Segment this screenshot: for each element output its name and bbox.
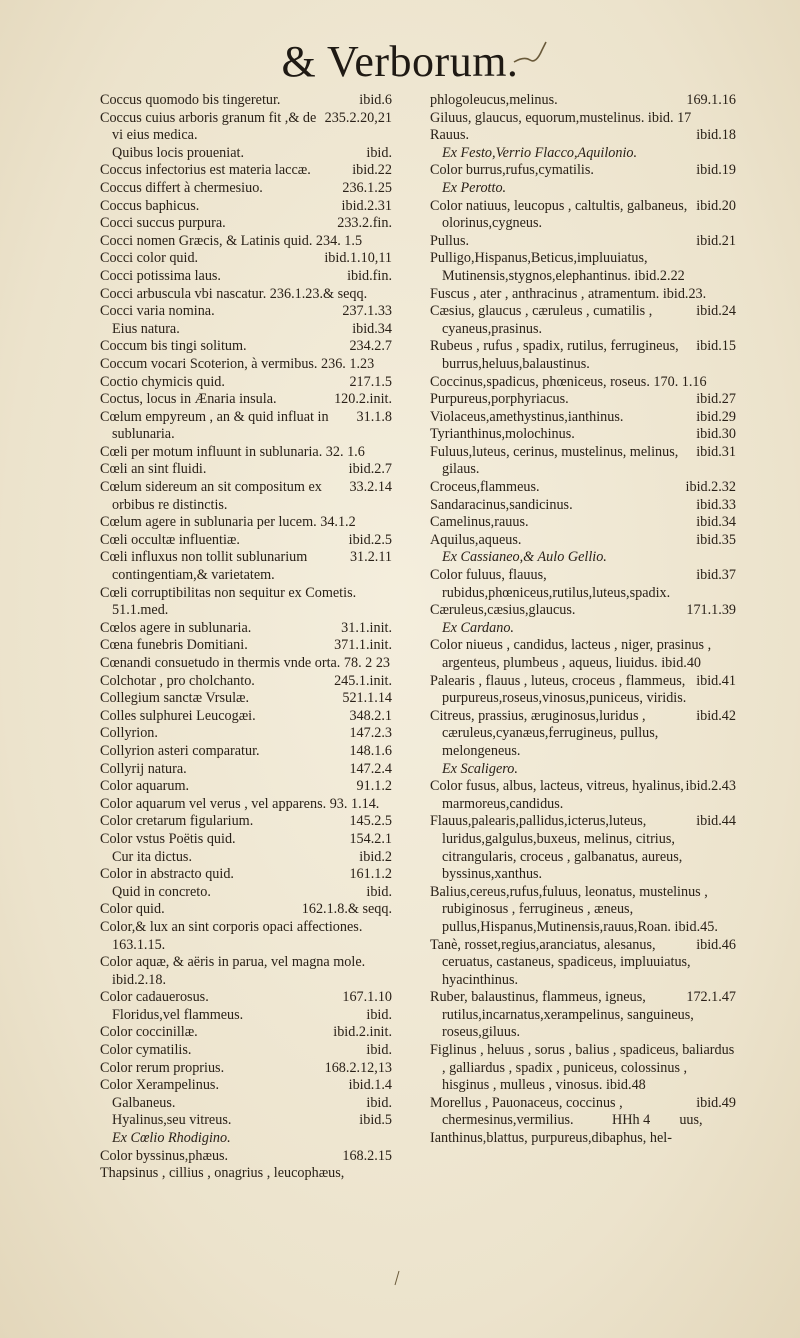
index-entry [100,1077,392,1095]
index-entry-reference: ibid.35 [696,531,736,548]
index-entry-reference: 235.2.20,21 [324,109,392,126]
index-entry [100,1007,392,1025]
index-entry [100,110,392,145]
index-entry-text: Color coccinillæ. [100,1024,198,1041]
index-entry-reference: ibid.20 [696,197,736,214]
index-entry-text: Coccum vocari Scoterion, à vermibus. 236. 1.23 [100,355,375,372]
index-entry-reference: 31.2.11 [349,549,392,566]
index-entry-reference: 33.2.14 [349,479,392,496]
index-entry-reference: 217.1.5 [349,373,392,390]
ink-scribble-icon [512,40,552,70]
index-entry-reference: 172.1.47 [686,989,736,1006]
index-entry-text: Coccus differt à chermesiuo. [100,179,263,196]
index-entry [430,92,736,110]
index-entry [430,937,736,990]
index-entry-text: Hyalinus,seu vitreus. [112,1112,232,1129]
index-entry-reference: ibid.15 [696,338,736,355]
index-entry-text: Cocci succus purpura. [100,215,226,232]
index-entry-text: Coccus baphicus. [100,197,200,214]
index-entry [100,849,392,867]
index-entry-text: Ruber, balaustinus, flammeus, igneus, rutilus,incarnatus,xerampelinus, sanguineus, roseus,giluus. [430,989,694,1041]
index-entry-reference: ibid.31 [696,443,736,460]
index-entry [430,145,736,163]
index-entry-text: Cocci nomen Græcis, & Latinis quid. 234. 1.5 [100,232,363,249]
index-entry-reference: ibid.41 [696,672,736,689]
index-entry-text: Cocci color quid. [100,250,199,267]
index-entry-text: Floridus,vel flammeus. [112,1006,244,1023]
index-entry-text: Color cadauerosus. [100,989,209,1006]
index-entry-text: Coccinus,spadicus, phœniceus, roseus. 170. 1.16 [430,373,707,390]
index-entry [430,409,736,427]
index-entry-text: Collegium sanctæ Vrsulæ. [100,690,250,707]
index-entry-text: Balius,cereus,rufus,fuluus, leonatus, mustelinus , rubiginosus , ferrugineus , æneus, pullus,Hispanus,Mutinensis,rauus,Roan. ibid.45. [430,883,718,935]
right-index-column [430,92,736,1148]
index-entry [100,268,392,286]
index-entry [100,514,392,532]
index-entry [430,233,736,251]
index-entry-reference: 168.2.12,13 [324,1059,392,1076]
index-entry-reference: ibid.37 [696,567,736,584]
index-entry-text: Sandaracinus,sandicinus. [430,496,573,513]
index-entry-text: Cœli influxus non tollit sublunarium contingentiam,& varietatem. [100,549,308,584]
index-entry-reference: ibid.46 [696,936,736,953]
left-index-column [100,92,392,1183]
index-entry [430,602,736,620]
index-entry-reference: ibid.2.7 [348,461,392,478]
index-entry [100,761,392,779]
stray-mark-icon [392,1270,402,1286]
index-entry [430,761,736,779]
index-entry [100,198,392,216]
index-entry-reference: 161.1.2 [349,866,392,883]
index-entry-reference: ibid.29 [696,408,736,425]
index-entry [100,145,392,163]
index-entry-reference: ibid. [366,144,392,161]
index-entry [430,198,736,233]
index-entry-reference: ibid.33 [696,496,736,513]
index-entry-reference: ibid.34 [352,320,392,337]
index-entry-reference: 31.1.init. [341,619,392,636]
index-entry-reference: ibid.2.init. [333,1024,392,1041]
index-entry [430,250,736,285]
index-entry-text: Tanè, rosset,regius,aranciatus, alesanus, ceruatus, castaneus, spadiceus, impluuiatus, hyacinthinus. [430,936,691,988]
index-entry-text: Color Xerampelinus. [100,1077,219,1094]
index-entry-text: Purpureus,porphyriacus. [430,391,569,408]
index-entry [100,233,392,251]
index-entry-reference: 145.2.5 [349,813,392,830]
index-entry-reference: 348.2.1 [349,707,392,724]
index-entry-reference: ibid.1.4 [348,1077,392,1094]
index-entry [100,356,392,374]
index-entry-text: Pullus. [430,232,470,249]
index-entry-text: Fuluus,luteus, cerinus, mustelinus, melinus, gilaus. [430,443,679,478]
index-entry-text: Cœna funebris Domitiani. [100,637,248,654]
index-entry [100,1024,392,1042]
index-entry-reference: 148.1.6 [349,742,392,759]
index-entry [430,637,736,672]
index-entry-reference: ibid. [366,1006,392,1023]
index-entry [100,884,392,902]
index-entry-reference: ibid.5 [359,1112,392,1129]
index-entry-reference: ibid.22 [352,162,392,179]
index-entry-text: Cœli per motum influunt in sublunaria. 32. 1.6 [100,443,365,460]
index-entry-reference: ibid.18 [696,127,736,144]
index-entry [430,303,736,338]
index-entry-text: Cæruleus,cæsius,glaucus. [430,602,576,619]
index-entry [100,162,392,180]
index-entry [430,778,736,813]
index-entry-reference: 236.1.25 [342,179,392,196]
index-entry [100,1042,392,1060]
index-entry [100,215,392,233]
index-entry [430,549,736,567]
index-entry-text: Coccus cuius arboris granum fit ,& de vi eius medica. [100,109,317,144]
index-entry-text: Color rerum proprius. [100,1059,225,1076]
index-entry-reference: ibid.1.10,11 [324,250,392,267]
index-entry-text: Color,& lux an sint corporis opaci affectiones. 163.1.15. [100,918,363,953]
index-entry-text: Ex Festo,Verrio Flacco,Aquilonio. [442,144,638,161]
index-entry [100,1112,392,1130]
index-entry-text: Coccus infectorius est materia laccæ. [100,162,311,179]
index-entry [430,813,736,883]
index-entry-reference: 167.1.10 [342,989,392,1006]
index-entry-text: Violaceus,amethystinus,ianthinus. [430,408,624,425]
index-entry-text: Cœnandi consuetudo in thermis vnde orta. 78. 2 23 [100,655,391,671]
index-entry [430,338,736,373]
index-entry [430,479,736,497]
index-entry [100,409,392,444]
index-entry-text: Collyrion. [100,725,158,742]
index-entry-text: Colles sulphurei Leucogæi. [100,707,256,724]
index-entry-text: Coctus, locus in Ænaria insula. [100,391,277,408]
index-entry-text: Croceus,flammeus. [430,479,540,496]
index-entry-text: Ex Scaligero. [442,760,518,777]
index-entry [430,426,736,444]
index-entry [430,286,736,304]
index-entry-text: Fuscus , ater , anthracinus , atramentum. ibid.23. [430,285,707,302]
index-entry-text: Color aquarum. [100,778,190,795]
index-entry-reference: ibid. [366,1042,392,1059]
index-entry-text: Collyrij natura. [100,760,187,777]
index-entry-reference: 147.2.4 [349,760,392,777]
index-entry-text: Camelinus,rauus. [430,514,529,531]
index-entry-text: Palearis , flauus , luteus, croceus , flammeus, purpureus,roseus,vinosus,puniceus, viridis. [430,672,687,707]
index-entry-text: Coccum bis tingi solitum. [100,338,247,355]
index-entry [100,532,392,550]
index-entry [100,303,392,321]
index-entry-reference: 147.2.3 [349,725,392,742]
index-entry [100,321,392,339]
index-entry [100,989,392,1007]
index-entry-text: Ex Cardano. [442,619,514,636]
index-entry [100,637,392,655]
index-entry-text: Giluus, glaucus, equorum,mustelinus. ibid. 17 [430,109,692,126]
index-entry-reference: 154.2.1 [349,830,392,847]
index-entry-text: Cœlum agere in sublunaria per lucem. 34.1.2 [100,514,356,531]
signature-mark [612,1112,703,1129]
index-entry-text: Rubeus , rufus , spadix, rutilus, ferrugineus, burrus,heluus,balaustinus. [430,338,679,372]
index-entry [100,461,392,479]
index-entry-text: Pulligo,Hispanus,Beticus,impluuiatus, Mutinensis,stygnos,elephantinus. ibid.2.22 [430,250,685,284]
index-entry-text: Cur ita dictus. [112,848,192,865]
index-entry-text: Colchotar , pro cholchanto. [100,672,255,689]
index-entry-reference: ibid.30 [696,426,736,443]
index-entry [430,532,736,550]
index-entry-reference: ibid.44 [696,813,736,830]
index-entry-reference: 171.1.39 [686,602,736,619]
index-entry [100,866,392,884]
index-entry-text: Citreus, prassius, æruginosus,luridus , cæruleus,cyanæus,ferrugineus, pullus, melongeneus. [430,707,659,759]
index-entry-reference: ibid.6 [359,92,392,108]
index-entry-reference: ibid.34 [696,514,736,531]
index-entry-text: Color niueus , candidus, lacteus , niger, prasinus , argenteus, plumbeus , aqueus, liuidus. ibid.40 [430,637,712,671]
index-entry-text: Color byssinus,phæus. [100,1147,229,1164]
index-entry [430,1130,736,1148]
index-entry-reference: ibid.2.5 [348,531,392,548]
index-entry [100,180,392,198]
index-entry [430,567,736,602]
index-entry-reference: ibid.19 [696,162,736,179]
index-entry [100,374,392,392]
index-entry-text: Rauus. [430,127,470,144]
index-entry-reference: ibid. [366,883,392,900]
index-entry [430,497,736,515]
index-entry [100,549,392,584]
index-entry [100,338,392,356]
index-entry [430,884,736,937]
index-entry-reference: ibid. [366,1094,392,1111]
index-entry-text: Coccus quomodo bis tingeretur. [100,92,281,108]
index-entry-text: Collyrion asteri comparatur. [100,742,260,759]
index-entry [100,725,392,743]
index-entry [100,778,392,796]
index-entry-reference: ibid.49 [696,1094,736,1111]
index-entry-reference: ibid.2.32 [685,479,736,496]
index-entry [100,444,392,462]
index-entry-text: Color quid. [100,901,165,918]
index-entry-text: Cœlos agere in sublunaria. [100,619,252,636]
index-entry [430,444,736,479]
index-entry-reference: 237.1.33 [342,303,392,320]
index-entry-text: Cæsius, glaucus , cæruleus , cumatilis , cyaneus,prasinus. [430,303,653,337]
index-entry-text: Cœli occultæ influentiæ. [100,531,240,548]
page-heading: & Verborum. [281,37,519,86]
index-entry-text: Morellus , Pauonaceus, coccinus , chermesinus,vermilius. [430,1094,623,1129]
index-entry [430,1042,736,1095]
index-entry [100,690,392,708]
index-entry-text: Quibus locis proueniat. [112,144,245,161]
index-entry-text: Cœli corruptibilitas non sequitur ex Cometis. 51.1.med. [100,584,357,619]
index-entry-text: Color vstus Poëtis quid. [100,830,236,847]
index-entry-text: Color burrus,rufus,cymatilis. [430,162,594,179]
index-entry [100,1165,392,1183]
index-entry [100,796,392,814]
index-entry [430,989,736,1042]
index-entry [100,479,392,514]
index-entry-text: Cocci potissima laus. [100,267,221,284]
index-entry-text: Ex Perotto. [442,179,507,196]
index-entry [100,585,392,620]
index-entry-text: Flauus,palearis,pallidus,icterus,luteus, luridus,galgulus,buxeus, melinus, citrius, citrangularis, croceus , galbanatus, aureus, byssinus,xanthus. [430,813,683,883]
index-entry [100,673,392,691]
index-entry-text: Aquilus,aqueus. [430,531,522,548]
index-entry-text: Coctio chymicis quid. [100,373,225,390]
index-entry-text: Eius natura. [112,320,180,337]
index-entry-reference: 234.2.7 [349,338,392,355]
index-entry [430,673,736,708]
index-entry [100,831,392,849]
index-entry-text: Ex Cœlio Rhodigino. [112,1130,231,1147]
index-entry-reference: 371.1.init. [334,637,392,654]
index-entry-text: Color cretarum figularium. [100,813,254,830]
index-entry [430,514,736,532]
index-entry [100,1095,392,1113]
index-entry-reference: ibid.2 [359,848,392,865]
index-entry-text: Color cymatilis. [100,1042,192,1059]
index-entry-reference: ibid.24 [696,303,736,320]
index-entry-text: Color fuluus, flauus, rubidus,phœniceus,rutilus,luteus,spadix. [430,567,671,601]
index-entry-text: Color fusus, albus, lacteus, vitreus, hyalinus, marmoreus,candidus. [430,778,684,812]
signature-text: HHh 4 [612,1112,651,1128]
index-entry [430,708,736,761]
index-entry-text: Color natiuus, leucopus , caltultis, galbaneus, olorinus,cygneus. [430,197,688,232]
index-entry [100,286,392,304]
index-entry [430,180,736,198]
index-entry [430,374,736,392]
index-entry-reference: 245.1.init. [334,672,392,689]
index-entry-reference: ibid.21 [696,232,736,249]
index-entry-text: Cœlum sidereum an sit compositum ex orbibus re distinctis. [100,479,322,513]
index-entry [100,655,392,673]
index-entry-text: Tyrianthinus,molochinus. [430,426,575,443]
index-entry [100,250,392,268]
index-entry-text: Ex Cassianeo,& Aulo Gellio. [442,549,607,566]
index-entry [430,110,736,128]
index-entry [430,620,736,638]
index-entry-text: Ianthinus,blattus, purpureus,dibaphus, hel- [430,1130,672,1147]
index-entry-reference: 521.1.14 [342,690,392,707]
index-entry-text: Cocci varia nomina. [100,303,215,320]
index-entry-reference: 120.2.init. [334,391,392,408]
index-entry-text: phlogoleucus,melinus. [430,92,558,108]
index-entry-reference: ibid.fin. [347,267,392,284]
index-entry-text: Color aquæ, & aëris in parua, vel magna mole. ibid.2.18. [100,954,366,988]
index-entry-text: Galbaneus. [112,1094,176,1111]
index-entry-reference: 233.2.fin. [337,215,392,232]
index-entry-text: Figlinus , heluus , sorus , balius , spadiceus, baliardus , galliardus , spadix , puniceus, colossinus , hisginus , mulleus , vinosus. ibid.48 [430,1042,735,1094]
index-entry [100,1060,392,1078]
index-entry-reference: 169.1.16 [686,92,736,108]
index-entry-reference: ibid.42 [696,707,736,724]
index-entry [100,954,392,989]
index-entry-text: Cœli an sint fluidi. [100,461,207,478]
index-entry [430,391,736,409]
index-entry-reference: ibid.2.31 [341,197,392,214]
index-entry [100,1130,392,1148]
catchword: uus, [679,1112,703,1128]
index-entry-reference: 162.1.8.& seqq. [301,901,392,918]
index-entry-text: Color aquarum vel verus , vel apparens. 93. 1.14. [100,795,380,812]
index-entry-text: Quid in concreto. [112,883,211,900]
index-entry [100,1148,392,1166]
index-entry [100,813,392,831]
index-entry [100,620,392,638]
index-entry [100,708,392,726]
index-entry-text: Cocci arbuscula vbi nascatur. 236.1.23.& seqq. [100,285,368,302]
index-entry-reference: ibid.2.43 [685,778,736,795]
index-entry [100,92,392,110]
index-entry [100,901,392,919]
index-entry-text: Thapsinus , cillius , onagrius , leucophæus, [100,1165,345,1182]
index-entry [430,127,736,145]
index-entry-reference: 31.1.8 [356,408,392,425]
index-entry-reference: ibid.27 [696,391,736,408]
index-entry [100,919,392,954]
index-entry [100,391,392,409]
index-entry-text: Cœlum empyreum , an & quid influat in sublunaria. [100,408,329,443]
index-entry [100,743,392,761]
index-entry [430,162,736,180]
index-entry-reference: 91.1.2 [356,778,392,795]
index-entry-reference: 168.2.15 [342,1147,392,1164]
index-entry-text: Color in abstracto quid. [100,866,234,883]
